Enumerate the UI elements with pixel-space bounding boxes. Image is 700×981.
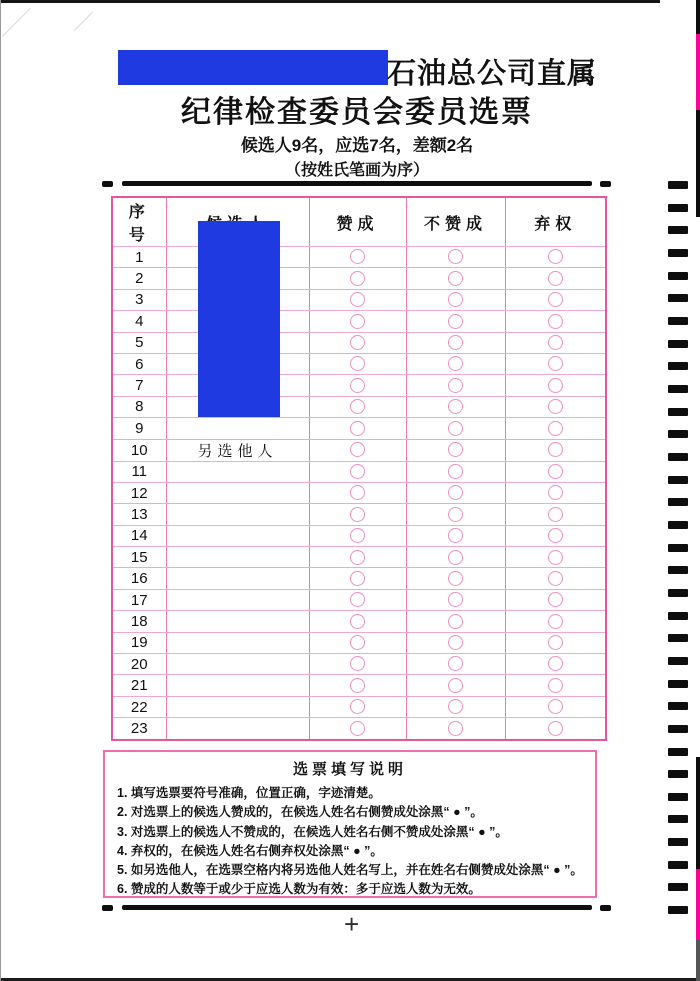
title-redaction-box [118, 50, 388, 85]
timing-mark [668, 317, 688, 325]
approve-cell [309, 247, 406, 268]
disapprove-bubble[interactable] [448, 356, 463, 371]
disapprove-cell [406, 311, 505, 332]
abstain-bubble[interactable] [548, 721, 563, 736]
row-number: 16 [112, 568, 166, 589]
abstain-cell [505, 439, 606, 461]
header-abstain: 弃权 [505, 197, 606, 247]
timing-mark [668, 680, 688, 688]
timing-mark [668, 815, 688, 823]
abstain-cell [505, 311, 606, 332]
instruction-item: 6. 赞成的人数等于或少于应选人数为有效：多于应选人数为无效。 [117, 882, 481, 897]
abstain-bubble[interactable] [548, 656, 563, 671]
disapprove-cell [406, 353, 505, 374]
approve-cell [309, 589, 406, 610]
right-edge-bar [696, 757, 700, 869]
timing-mark [668, 566, 688, 574]
timing-mark [668, 430, 688, 438]
table-row [112, 482, 606, 503]
disapprove-bubble[interactable] [448, 335, 463, 350]
instruction-item: 4. 弃权的，在候选人姓名右侧弃权处涂黑“ ● ”。 [117, 843, 383, 858]
table-row [112, 332, 606, 353]
table-row [112, 632, 606, 653]
candidate-count-note: 候选人9名，应选7名，差额2名 [240, 136, 474, 155]
row-number: 6 [112, 353, 166, 374]
approve-bubble[interactable] [350, 464, 365, 479]
approve-cell [309, 568, 406, 589]
abstain-bubble[interactable] [548, 592, 563, 607]
approve-cell [309, 547, 406, 568]
row-number: 8 [112, 396, 166, 417]
row-number: 13 [112, 504, 166, 525]
approve-bubble[interactable] [350, 421, 365, 436]
abstain-bubble[interactable] [548, 335, 563, 350]
abstain-bubble[interactable] [548, 571, 563, 586]
approve-bubble[interactable] [350, 292, 365, 307]
disapprove-bubble[interactable] [448, 507, 463, 522]
abstain-bubble[interactable] [548, 249, 563, 264]
approve-cell [309, 611, 406, 632]
table-row [112, 547, 606, 568]
table-row [112, 375, 606, 396]
timing-mark [668, 861, 688, 869]
right-edge-bar [696, 0, 700, 34]
timing-mark [668, 294, 688, 302]
disapprove-bubble[interactable] [448, 485, 463, 500]
ballot-table-body [112, 247, 606, 740]
disapprove-cell [406, 675, 505, 696]
candidate-name-cell [166, 589, 309, 610]
timing-mark [668, 702, 688, 710]
abstain-cell [505, 718, 606, 740]
disapprove-cell [406, 632, 505, 653]
disapprove-bubble[interactable] [448, 592, 463, 607]
abstain-cell [505, 461, 606, 482]
abstain-cell [505, 568, 606, 589]
candidate-name-cell [166, 718, 309, 740]
abstain-bubble[interactable] [548, 699, 563, 714]
ballot-table [111, 196, 607, 741]
candidate-name-cell [166, 482, 309, 503]
table-row [112, 504, 606, 525]
abstain-cell [505, 589, 606, 610]
candidate-name-cell [166, 675, 309, 696]
header-number: 序 号 [112, 197, 166, 247]
disapprove-cell [406, 696, 505, 717]
table-row [112, 696, 606, 717]
registration-dash-right [600, 181, 611, 187]
approve-cell [309, 396, 406, 417]
disapprove-bubble[interactable] [448, 656, 463, 671]
timing-mark [668, 408, 688, 416]
approve-cell [309, 675, 406, 696]
approve-bubble[interactable] [350, 699, 365, 714]
approve-cell [309, 289, 406, 310]
row-number: 14 [112, 525, 166, 546]
abstain-bubble[interactable] [548, 442, 563, 457]
approve-bubble[interactable] [350, 592, 365, 607]
right-edge-bar-magenta [696, 869, 700, 940]
disapprove-cell [406, 332, 505, 353]
disapprove-cell [406, 418, 505, 439]
scan-scratch [74, 12, 93, 31]
disapprove-cell [406, 547, 505, 568]
approve-cell [309, 718, 406, 740]
timing-mark [668, 883, 688, 891]
instruction-item: 5. 如另选他人，在选票空格内将另选他人姓名写上，并在姓名右侧赞成处涂黑“ ● ”。 [117, 863, 583, 878]
abstain-cell [505, 289, 606, 310]
disapprove-cell [406, 718, 505, 740]
instruction-item: 3. 对选票上的候选人不赞成的，在候选人姓名右侧不赞成处涂黑“ ● ”。 [117, 824, 508, 839]
candidate-name-cell [166, 547, 309, 568]
approve-cell [309, 525, 406, 546]
approve-bubble[interactable] [350, 571, 365, 586]
candidate-name-cell [166, 611, 309, 632]
row-number: 2 [112, 268, 166, 289]
table-header-row [112, 197, 606, 247]
approve-bubble[interactable] [350, 442, 365, 457]
row-number: 7 [112, 375, 166, 396]
disapprove-cell [406, 654, 505, 675]
approve-bubble[interactable] [350, 249, 365, 264]
row-number: 17 [112, 589, 166, 610]
disapprove-cell [406, 247, 505, 268]
instructions-list [105, 784, 595, 900]
abstain-cell [505, 353, 606, 374]
abstain-cell [505, 632, 606, 653]
title-line1: 石油总公司直属 [387, 58, 598, 90]
approve-bubble[interactable] [350, 678, 365, 693]
timing-mark [668, 657, 688, 665]
disapprove-bubble[interactable] [448, 292, 463, 307]
disapprove-bubble[interactable] [448, 271, 463, 286]
candidate-name-cell [166, 525, 309, 546]
table-row [112, 525, 606, 546]
abstain-bubble[interactable] [548, 614, 563, 629]
row-number: 11 [112, 461, 166, 482]
timing-mark [668, 793, 688, 801]
timing-mark [668, 634, 688, 642]
plus-registration-mark: + [344, 909, 360, 939]
row-number: 1 [112, 247, 166, 268]
row-number: 19 [112, 632, 166, 653]
disapprove-cell [406, 439, 505, 461]
disapprove-cell [406, 461, 505, 482]
timing-mark [668, 589, 688, 597]
candidate-name-cell [166, 504, 309, 525]
disapprove-cell [406, 504, 505, 525]
table-row [112, 675, 606, 696]
abstain-bubble[interactable] [548, 550, 563, 565]
abstain-cell [505, 696, 606, 717]
abstain-cell [505, 654, 606, 675]
row-number: 3 [112, 289, 166, 310]
abstain-cell [505, 332, 606, 353]
table-row [112, 418, 606, 439]
disapprove-bubble[interactable] [448, 442, 463, 457]
abstain-bubble[interactable] [548, 271, 563, 286]
table-row [112, 268, 606, 289]
timing-mark [668, 521, 688, 529]
approve-bubble[interactable] [350, 721, 365, 736]
right-edge-bar [696, 940, 700, 981]
disapprove-bubble[interactable] [448, 614, 463, 629]
approve-bubble[interactable] [350, 507, 365, 522]
abstain-bubble[interactable] [548, 678, 563, 693]
candidate-name-cell [166, 568, 309, 589]
disapprove-cell [406, 611, 505, 632]
table-row [112, 654, 606, 675]
approve-cell [309, 332, 406, 353]
approve-bubble[interactable] [350, 271, 365, 286]
abstain-cell [505, 547, 606, 568]
table-row [112, 611, 606, 632]
candidate-name-cell [166, 461, 309, 482]
timing-mark [668, 476, 688, 484]
disapprove-bubble[interactable] [448, 571, 463, 586]
approve-cell [309, 654, 406, 675]
registration-dash-right [600, 905, 611, 911]
approve-bubble[interactable] [350, 314, 365, 329]
timing-mark [668, 362, 688, 370]
abstain-bubble[interactable] [548, 421, 563, 436]
instructions-title: 选票填写说明 [292, 761, 407, 778]
approve-bubble[interactable] [350, 528, 365, 543]
approve-cell [309, 482, 406, 503]
approve-bubble[interactable] [350, 614, 365, 629]
registration-dash-left [102, 905, 113, 911]
timing-mark [668, 838, 688, 846]
abstain-cell [505, 525, 606, 546]
disapprove-bubble[interactable] [448, 721, 463, 736]
registration-rule-top [122, 181, 592, 186]
table-row [112, 396, 606, 417]
approve-cell [309, 268, 406, 289]
roster-redaction-box [198, 221, 280, 417]
approve-cell [309, 311, 406, 332]
abstain-bubble[interactable] [548, 356, 563, 371]
approve-cell [309, 696, 406, 717]
abstain-bubble[interactable] [548, 292, 563, 307]
abstain-bubble[interactable] [548, 635, 563, 650]
row-number: 22 [112, 696, 166, 717]
abstain-cell [505, 268, 606, 289]
approve-bubble[interactable] [350, 378, 365, 393]
table-row [112, 568, 606, 589]
timing-mark [668, 249, 688, 257]
table-row [112, 718, 606, 740]
abstain-cell [505, 482, 606, 503]
abstain-cell [505, 396, 606, 417]
candidate-name-cell [166, 418, 309, 439]
timing-mark [668, 770, 688, 778]
row-number: 20 [112, 654, 166, 675]
timing-mark [668, 226, 688, 234]
title-line2: 纪律检查委员会委员选票 [181, 96, 533, 129]
disapprove-cell [406, 375, 505, 396]
timing-mark [668, 498, 688, 506]
table-row [112, 247, 606, 268]
timing-mark [668, 544, 688, 552]
timing-mark [668, 272, 688, 280]
timing-mark [668, 725, 688, 733]
timing-mark [668, 340, 688, 348]
approve-cell [309, 353, 406, 374]
row-number: 4 [112, 311, 166, 332]
approve-cell [309, 439, 406, 461]
table-row [112, 289, 606, 310]
table-row [112, 311, 606, 332]
abstain-cell [505, 375, 606, 396]
abstain-bubble[interactable] [548, 314, 563, 329]
abstain-bubble[interactable] [548, 485, 563, 500]
abstain-bubble[interactable] [548, 399, 563, 414]
row-number: 10 [112, 439, 166, 461]
disapprove-bubble[interactable] [448, 528, 463, 543]
disapprove-cell [406, 268, 505, 289]
sort-order-note: （按姓氏笔画为序） [284, 162, 429, 179]
row-number: 21 [112, 675, 166, 696]
timing-mark [668, 748, 688, 756]
row-number: 9 [112, 418, 166, 439]
disapprove-cell [406, 482, 505, 503]
header-approve: 赞成 [309, 197, 406, 247]
candidate-name-cell [166, 696, 309, 717]
header-disapprove: 不赞成 [406, 197, 505, 247]
disapprove-bubble[interactable] [448, 678, 463, 693]
abstain-cell [505, 504, 606, 525]
approve-bubble[interactable] [350, 550, 365, 565]
abstain-cell [505, 611, 606, 632]
approve-bubble[interactable] [350, 485, 365, 500]
timing-mark [668, 204, 688, 212]
row-number: 18 [112, 611, 166, 632]
candidate-name-cell [166, 654, 309, 675]
approve-cell [309, 632, 406, 653]
instructions-box [103, 750, 597, 898]
abstain-bubble[interactable] [548, 528, 563, 543]
scan-edge-top [0, 0, 660, 3]
approve-bubble[interactable] [350, 656, 365, 671]
disapprove-cell [406, 396, 505, 417]
candidate-name-cell: 另选他人 [166, 439, 309, 461]
disapprove-bubble[interactable] [448, 399, 463, 414]
disapprove-bubble[interactable] [448, 550, 463, 565]
approve-cell [309, 375, 406, 396]
registration-dash-left [102, 181, 113, 187]
timing-mark [668, 906, 688, 914]
table-row [112, 439, 606, 461]
abstain-cell [505, 247, 606, 268]
row-number: 15 [112, 547, 166, 568]
disapprove-cell [406, 289, 505, 310]
abstain-cell [505, 675, 606, 696]
approve-cell [309, 461, 406, 482]
table-row [112, 461, 606, 482]
disapprove-cell [406, 525, 505, 546]
disapprove-bubble[interactable] [448, 464, 463, 479]
disapprove-bubble[interactable] [448, 314, 463, 329]
timing-mark [668, 385, 688, 393]
timing-mark [668, 612, 688, 620]
candidate-name-cell [166, 632, 309, 653]
disapprove-cell [406, 568, 505, 589]
timing-mark [668, 453, 688, 461]
disapprove-bubble[interactable] [448, 378, 463, 393]
approve-cell [309, 504, 406, 525]
disapprove-bubble[interactable] [448, 699, 463, 714]
approve-bubble[interactable] [350, 356, 365, 371]
abstain-bubble[interactable] [548, 378, 563, 393]
scan-scratch [2, 8, 31, 37]
disapprove-bubble[interactable] [448, 421, 463, 436]
timing-mark [668, 181, 688, 189]
row-number: 12 [112, 482, 166, 503]
disapprove-bubble[interactable] [448, 249, 463, 264]
approve-bubble[interactable] [350, 335, 365, 350]
approve-cell [309, 418, 406, 439]
disapprove-bubble[interactable] [448, 635, 463, 650]
abstain-cell [505, 418, 606, 439]
abstain-bubble[interactable] [548, 507, 563, 522]
disapprove-cell [406, 589, 505, 610]
approve-bubble[interactable] [350, 399, 365, 414]
row-number: 23 [112, 718, 166, 740]
abstain-bubble[interactable] [548, 464, 563, 479]
table-row [112, 589, 606, 610]
table-row [112, 353, 606, 374]
approve-bubble[interactable] [350, 635, 365, 650]
row-number: 5 [112, 332, 166, 353]
instruction-item: 2. 对选票上的候选人赞成的，在候选人姓名右侧赞成处涂黑“ ● ”。 [117, 805, 483, 820]
instruction-item: 1. 填写选票要符号准确，位置正确，字迹清楚。 [117, 786, 381, 800]
